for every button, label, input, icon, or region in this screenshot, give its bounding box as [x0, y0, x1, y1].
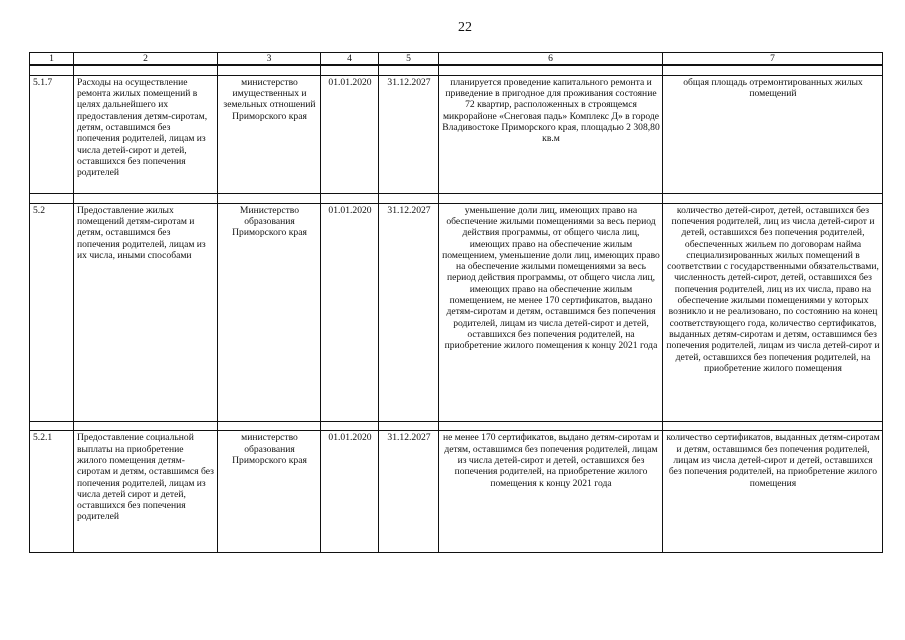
row-end-date: 31.12.2027 [379, 431, 439, 553]
row-end-date: 31.12.2027 [379, 75, 439, 194]
row-name: Предоставление социальной выплаты на приобретение жилого помещения детям-сиротам и детям, оставшимся без попечения родителей, лицам из числа детей сирот и детей, оставшихся без попечения родителей [74, 431, 218, 553]
row-result: планируется проведение капитального ремонта и приведение в пригодное для проживания состояние 72 квартир, расположенных в строящемся микрорайоне «Снеговая падь» Комплекс Д» в городе Владивостоке Приморского края, площадью 2 308,80 кв.м [439, 75, 663, 194]
row-indicator: количество сертификатов, выданных детям-сиротам и детям, оставшимся без попечения родителей, лицам из числа детей-сирот и детей, оставшихся без попечения родителей, на приобретение жилого помещения [663, 431, 883, 553]
row-executor: министерство образования Приморского края [218, 431, 321, 553]
row-executor: министерство имущественных и земельных отношений Приморского края [218, 75, 321, 194]
column-number: 7 [663, 53, 883, 66]
table-row [30, 203, 883, 421]
table-row [30, 431, 883, 553]
row-spacer [30, 194, 883, 203]
row-indicator: количество детей-сирот, детей, оставшихся без попечения родителей, лиц из числа детей-сирот и детей, оставшихся без попечения родителей, обеспеченных жильем по договорам найма специализированных жилых помещений в соответствии с государственными обязательствами, численность детей-сирот, детей, оставшихся без попечения родителей, лиц из их числа, право на обеспечение жилыми помещениями у которых возникло и не реализовано, по состоянию на конец соответствующего года, количество сертификатов, выданных детям-сиротам и детям, оставшимся без попечения родителей, лицам из числа детей-сирот и детей, оставшихся без попечения родителей, на приобретение жилого помещения [663, 203, 883, 421]
column-number: 6 [439, 53, 663, 66]
row-executor: Министерство образования Приморского края [218, 203, 321, 421]
row-start-date: 01.01.2020 [321, 75, 379, 194]
column-number: 4 [321, 53, 379, 66]
table-row [30, 75, 883, 194]
row-result: не менее 170 сертификатов, выдано детям-сиротам и детям, оставшимся без попечения родителей, лицам из числа детей-сирот и детей, оставшихся без попечения родителей, на приобретение жилого помещения к концу 2021 года [439, 431, 663, 553]
column-number: 5 [379, 53, 439, 66]
row-start-date: 01.01.2020 [321, 203, 379, 421]
row-result: уменьшение доли лиц, имеющих право на обеспечение жилыми помещениями за весь период действия программы, от общего числа лиц, имеющих право на обеспечение жилым помещением, уменьшение доли лиц, имеющих право на обеспечение жилыми помещениями за весь период действия программы, от общего числа лиц, имеющих право на обеспечение жилым помещением, не менее 170 сертификатов, выдано детям-сиротам и детям, оставшимся без попечения родителей, лицам из числа детей-сирот и детей, оставшихся без попечения родителей, на приобретение жилого помещения к концу 2021 года [439, 203, 663, 421]
row-spacer [30, 421, 883, 430]
row-end-date: 31.12.2027 [379, 203, 439, 421]
row-code: 5.1.7 [30, 75, 74, 194]
row-name: Расходы на осуществление ремонта жилых помещений в целях дальнейшего их предоставления детям-сиротам, детям, оставшимся без попечения родителей, лицам из числа детей-сирот и детей, оставшихся без попечения родителей [74, 75, 218, 194]
column-number: 3 [218, 53, 321, 66]
column-number: 1 [30, 53, 74, 66]
row-name: Предоставление жилых помещений детям-сиротам и детям, оставшимся без попечения родителей, лицам из их числа, иными способами [74, 203, 218, 421]
row-spacer [30, 65, 883, 75]
column-number-row [30, 53, 883, 66]
column-number: 2 [74, 53, 218, 66]
row-indicator: общая площадь отремонтированных жилых помещений [663, 75, 883, 194]
row-code: 5.2 [30, 203, 74, 421]
program-table [29, 52, 883, 553]
row-code: 5.2.1 [30, 431, 74, 553]
row-start-date: 01.01.2020 [321, 431, 379, 553]
page-number: 22 [458, 20, 472, 35]
